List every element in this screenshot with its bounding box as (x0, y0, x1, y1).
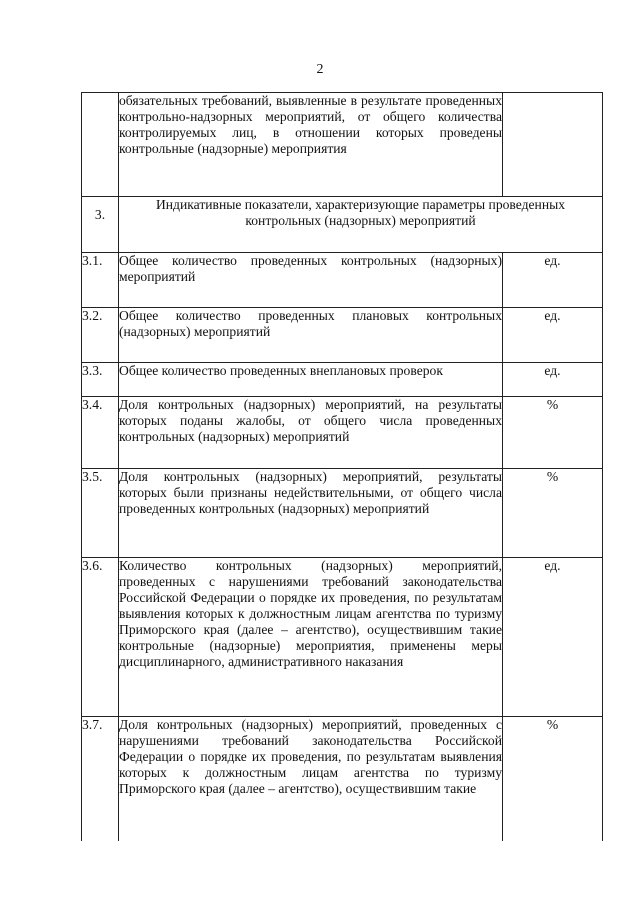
row-text: Общее количество проведенных контрольных (надзорных) мероприятий (119, 253, 503, 308)
row-unit: % (503, 717, 603, 841)
row-unit: % (503, 397, 603, 469)
row-number (82, 93, 119, 197)
table-row (82, 363, 603, 397)
row-text: Доля контрольных (надзорных) мероприятий, проведенных с нарушениями требований законодательства Российской Федерации о порядке их проведения, по результатам выявления которых к должностным лицам агентства по туризму Приморского края (далее – агентство), осуществившим такие (119, 717, 503, 841)
table-row (82, 93, 603, 197)
table-row (82, 558, 603, 717)
row-number: 3.3. (82, 363, 119, 397)
table-row (82, 717, 603, 841)
section-title: Индикативные показатели, характеризующие параметры проведенных контрольных (надзорных) мероприятий (119, 197, 603, 253)
table-row (82, 308, 603, 363)
row-number: 3.7. (82, 717, 119, 841)
row-text: Количество контрольных (надзорных) мероприятий, проведенных с нарушениями требований законодательства Российской Федерации о порядке их проведения, по результатам выявления которых к должностным лицам агентства по туризму Приморского края (далее – агентство), осуществившим такие контрольные (надзорные) мероприятия, применены меры дисциплинарного, административного наказания (119, 558, 503, 717)
section-row (82, 197, 603, 253)
row-text: обязательных требований, выявленные в результате проведенных контрольно-надзорных мероприятий, от общего количества контролируемых лиц, в отношении которых проведены контрольные (надзорные) мероприятия (119, 93, 503, 197)
row-text: Общее количество проведенных внеплановых проверок (119, 363, 503, 397)
row-number: 3.1. (82, 253, 119, 308)
row-unit: ед. (503, 253, 603, 308)
row-unit: ед. (503, 558, 603, 717)
row-text: Общее количество проведенных плановых контрольных (надзорных) мероприятий (119, 308, 503, 363)
row-number: 3.5. (82, 469, 119, 558)
table-row (82, 253, 603, 308)
row-number: 3.2. (82, 308, 119, 363)
row-unit: ед. (503, 363, 603, 397)
row-number: 3.6. (82, 558, 119, 717)
row-text: Доля контрольных (надзорных) мероприятий, на результаты которых поданы жалобы, от общего числа проведенных контрольных (надзорных) мероприятий (119, 397, 503, 469)
row-unit: ед. (503, 308, 603, 363)
table-row (82, 469, 603, 558)
indicators-table (81, 92, 603, 841)
row-unit (503, 93, 603, 197)
table-row (82, 397, 603, 469)
section-number: 3. (82, 197, 119, 253)
row-number: 3.4. (82, 397, 119, 469)
page-number: 2 (316, 62, 324, 77)
row-text: Доля контрольных (надзорных) мероприятий, результаты которых были признаны недействительными, от общего числа проведенных контрольных (надзорных) мероприятий (119, 469, 503, 558)
row-unit: % (503, 469, 603, 558)
